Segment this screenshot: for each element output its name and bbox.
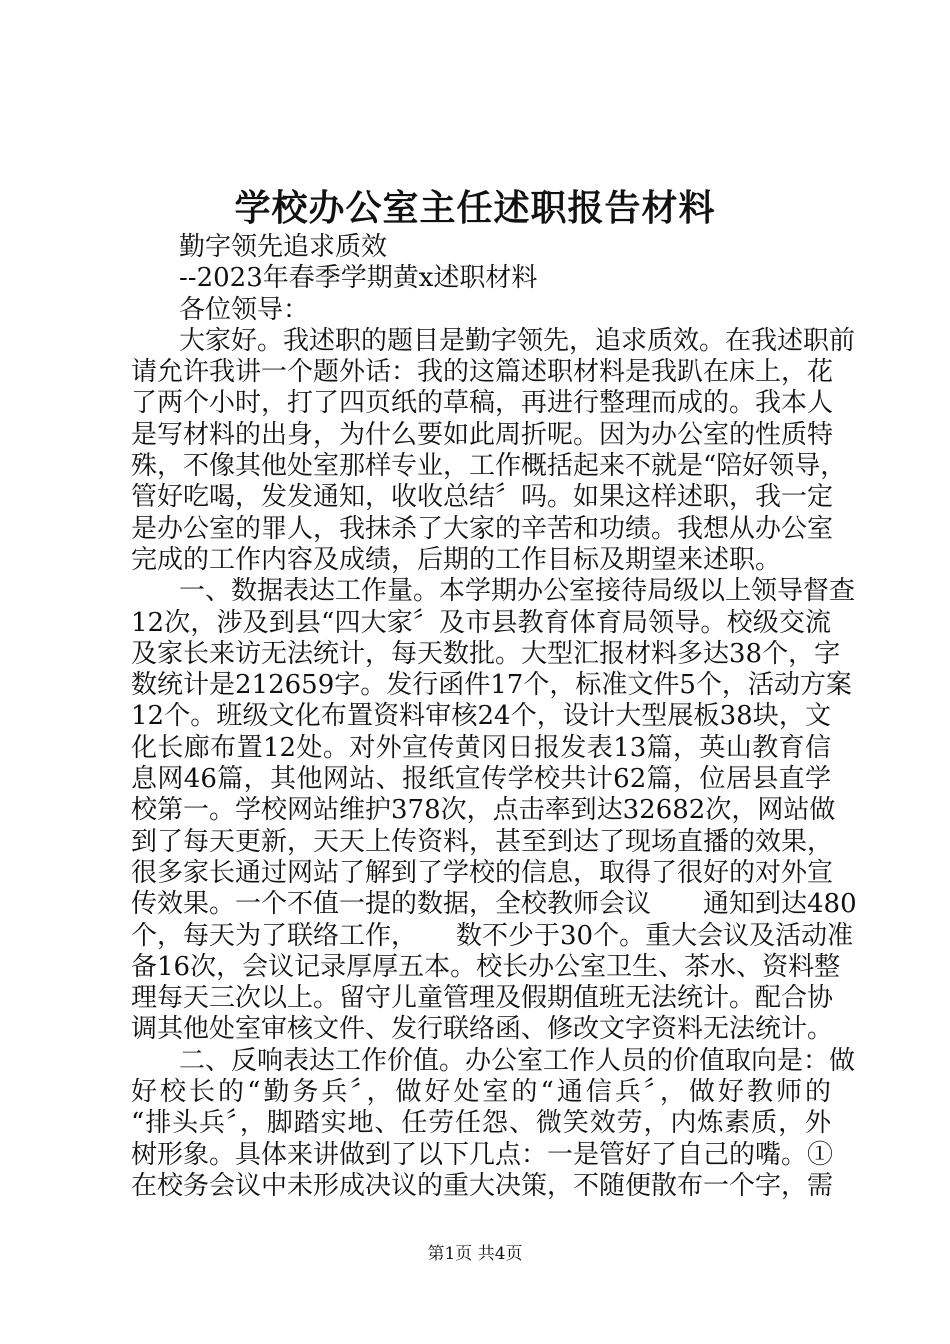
paragraph-line: 是写材料的出身，为什么要如此周折呢。因为办公室的性质特 (131, 419, 834, 450)
paragraph-line: 备16次，会议记录厚厚五本。校长办公室卫生、茶水、资料整 (131, 951, 841, 982)
paragraph-line: 了两个小时，打了四页纸的草稿，再进行整理而成的。我本人 (131, 388, 834, 419)
paragraph-line: “排头兵〞，脚踏实地、任劳任怨、微笑效劳，内炼素质，外 (131, 1108, 831, 1139)
paragraph-line: 传效果。一个不值一提的数据，全校教师会议 通知到达480 (131, 889, 857, 920)
paragraph-line: 二、反响表达工作价值。办公室工作人员的价值取向是：做 (179, 1045, 856, 1076)
paragraph-line: 调其他处室审核文件、发行联络函、修改文字资料无法统计。 (131, 1014, 834, 1045)
paragraph-line: 大家好。我述职的题目是勤字领先，追求质效。在我述职前 (179, 325, 856, 356)
paragraph-line: 校第一。学校网站维护378次，点击率到达32682次，网站做 (131, 795, 836, 826)
paragraph-line: 及家长来访无法统计，每天数批。大型汇报材料多达38个，字 (131, 638, 841, 669)
paragraph-line: 完成的工作内容及成绩，后期的工作目标及期望来述职。 (131, 544, 782, 575)
paragraph-line: 到了每天更新，天天上传资料，甚至到达了现场直播的效果， (131, 826, 834, 857)
document-body (131, 232, 857, 1202)
paragraph-line: 请允许我讲一个题外话：我的这篇述职材料是我趴在床上，花 (131, 357, 834, 388)
paragraph-line: 很多家长通过网站了解到了学校的信息，取得了很好的对外宣 (131, 857, 834, 888)
page-footer: 第1页 共4页 (427, 1244, 523, 1264)
paragraph-line: 好校长的“勤务兵〞，做好处室的“通信兵〞，做好教师的 (131, 1077, 831, 1108)
paragraph-line: 殊，不像其他处室那样专业，工作概括起来不就是“陪好领导， (131, 451, 847, 482)
paragraph-line: 12个。班级文化布置资料审核24个，设计大型展板38块，文 (131, 701, 831, 732)
paragraph-line: 是办公室的罪人，我抹杀了大家的辛苦和功绩。我想从办公室 (131, 513, 834, 544)
paragraph-line: 息网46篇，其他网站、报纸宣传学校共计62篇，位居县直学 (131, 764, 831, 795)
subtitle-line: 勤字领先追求质效 (179, 232, 388, 262)
salutation-line: 各位领导： (179, 294, 310, 325)
subtitle-line: --2023年春季学期黄x述职材料 (179, 263, 538, 294)
paragraph-line: 树形象。具体来讲做到了以下几点：一是管好了自己的嘴。① (131, 1139, 834, 1170)
document-title: 学校办公室主任述职报告材料 (234, 187, 716, 229)
paragraph-line: 管好吃喝，发发通知，收收总结〞吗。如果这样述职，我一定 (131, 482, 834, 513)
paragraph-line: 个，每天为了联络工作， 数不少于30个。重大会议及活动准 (131, 920, 854, 951)
paragraph-line: 化长廊布置12处。对外宣传黄冈日报发表13篇，英山教育信 (131, 732, 831, 763)
paragraph-line: 数统计是212659字。发行函件17个，标准文件5个，活动方案 (131, 670, 852, 701)
paragraph-line: 在校务会议中未形成决议的重大决策，不随便散布一个字，需 (131, 1170, 834, 1201)
paragraph-line: 理每天三次以上。留守儿童管理及假期值班无法统计。配合协 (131, 983, 834, 1014)
paragraph-line: 一、数据表达工作量。本学期办公室接待局级以上领导督查 (179, 576, 856, 607)
paragraph-line: 12次，涉及到县“四大家〞及市县教育体育局领导。校级交流 (131, 607, 831, 638)
